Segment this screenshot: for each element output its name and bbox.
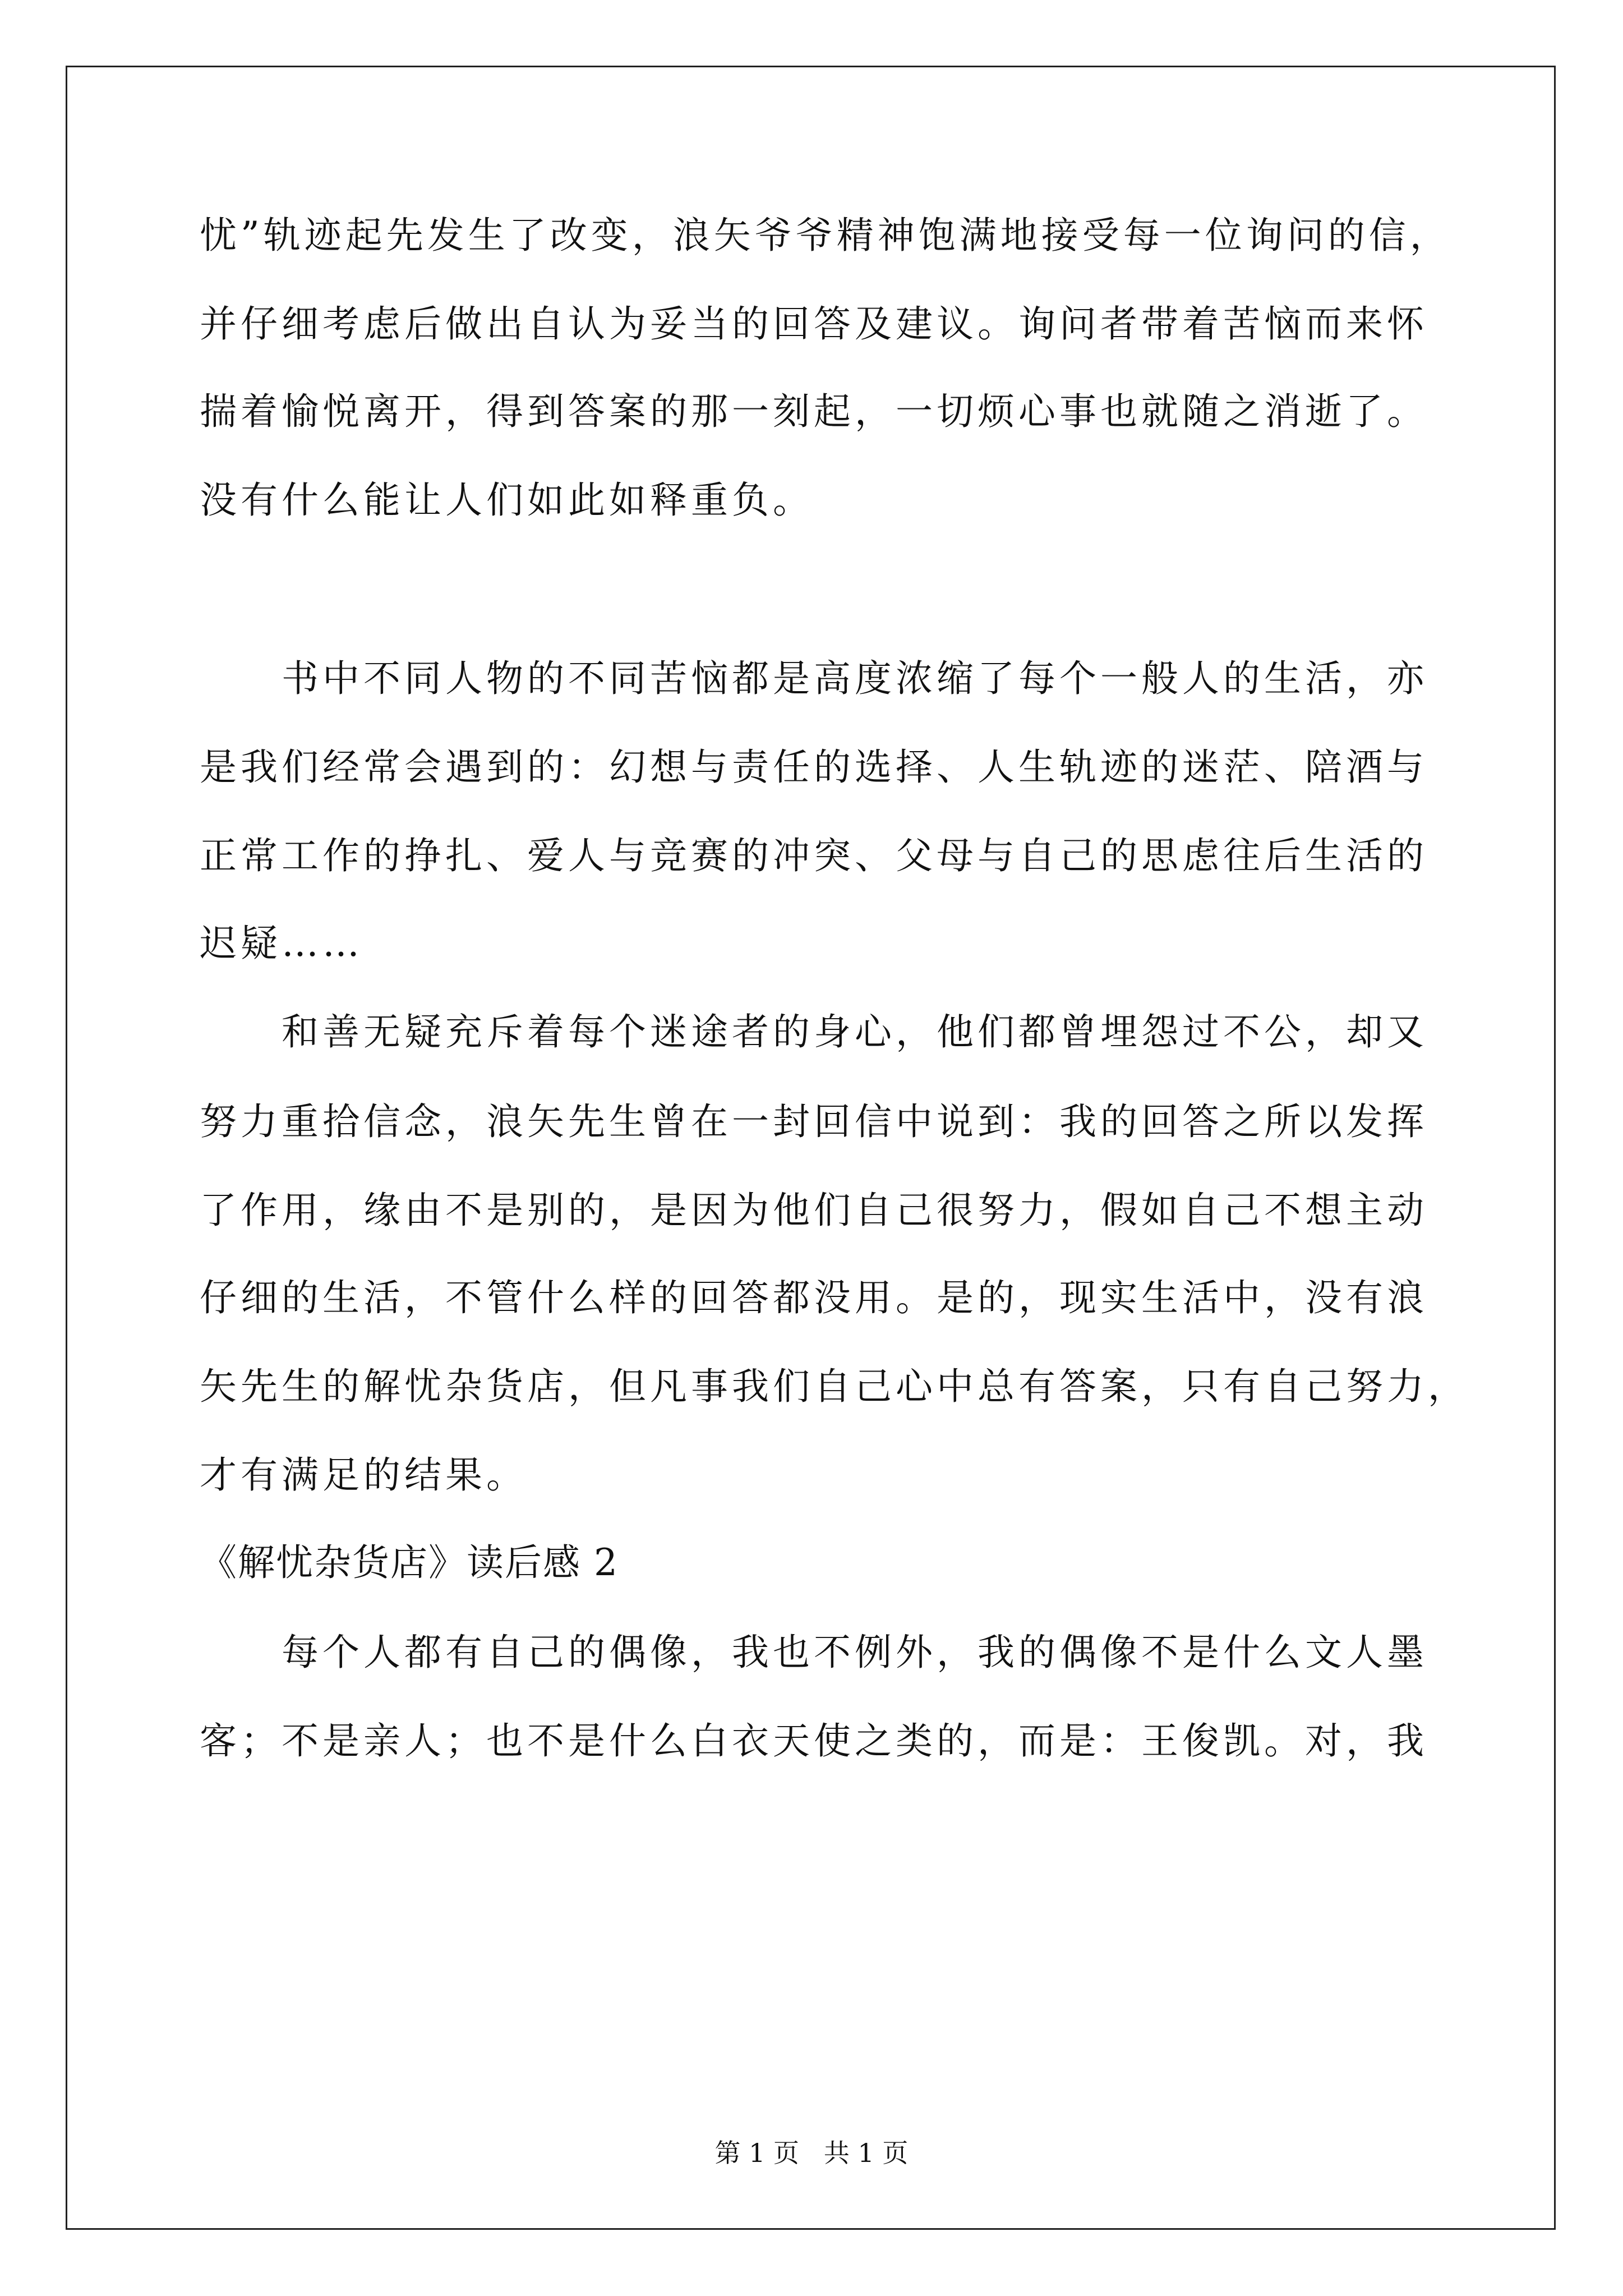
text-line: 矢先生的解忧杂货店，但凡事我们自己心中总有答案，只有自己努力， xyxy=(200,1365,1469,1408)
text-line: 揣着愉悦离开，得到答案的那一刻起，一切烦心事也就随之消逝了。 xyxy=(200,390,1428,433)
text-line: 正常工作的挣扎、爱人与竞赛的冲突、父母与自己的思虑往后生活的 xyxy=(200,834,1428,877)
text-line: 才有满足的结果。 xyxy=(200,1453,527,1497)
section-heading: 《解忧杂货店》读后感 2 xyxy=(200,1541,619,1584)
paragraph-start-line: 书中不同人物的不同苦恼都是高度浓缩了每个一般人的生活，亦 xyxy=(282,657,1428,700)
text-line: 忧”轨迹起先发生了改变，浪矢爷爷精神饱满地接受每一位询问的信， xyxy=(200,214,1451,257)
text-line: 并仔细考虑后做出自认为妥当的回答及建议。询问者带着苦恼而来怀 xyxy=(200,302,1428,346)
text-line: 仔细的生活，不管什么样的回答都没用。是的，现实生活中，没有浪 xyxy=(200,1276,1428,1319)
page-number-footer: 第 1 页 共 1 页 xyxy=(714,2138,909,2168)
text-line: 没有什么能让人们如此如释重负。 xyxy=(200,478,814,522)
text-line: 迟疑…… xyxy=(200,922,363,965)
text-line: 了作用，缘由不是别的，是因为他们自己很努力，假如自己不想主动 xyxy=(200,1189,1428,1232)
paragraph-start-line: 和善无疑充斥着每个迷途者的身心，他们都曾埋怨过不公，却又 xyxy=(282,1010,1428,1053)
text-line: 努力重拾信念，浪矢先生曾在一封回信中说到：我的回答之所以发挥 xyxy=(200,1100,1428,1143)
text-line: 是我们经常会遇到的：幻想与责任的选择、人生轨迹的迷茫、陪酒与 xyxy=(200,746,1428,789)
paragraph-start-line: 每个人都有自己的偶像，我也不例外，我的偶像不是什么文人墨 xyxy=(282,1631,1428,1674)
text-line: 客；不是亲人；也不是什么白衣天使之类的，而是：王俊凯。对，我 xyxy=(200,1719,1428,1763)
